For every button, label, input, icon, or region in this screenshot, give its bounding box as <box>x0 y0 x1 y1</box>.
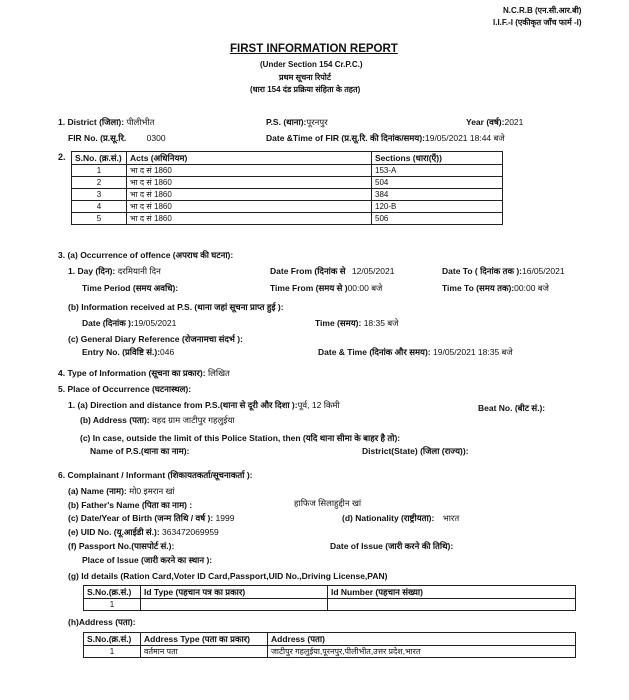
time-to-row: Time To (समय तक):00:00 बजे <box>442 283 549 293</box>
father-name-value: हाफिज सिलाहुद्दीन खां <box>294 498 362 508</box>
info-type-value: लिखित <box>207 368 230 378</box>
table-row: 2 भा द सं 1860 504 <box>72 177 503 189</box>
distance-row: 1. (a) Direction and distance from P.S.(थाना से दूरी और दिशा ):पूर्व, 12 किमी <box>68 400 340 410</box>
info-time-row: Time (समय): 18:35 बजे <box>315 318 399 328</box>
id-details-table <box>83 585 576 611</box>
place-address-value: वहद ग्राम जाटीपुर गहलुईया <box>152 415 235 425</box>
title-sub-hindi: प्रथम सूचना रिपोर्ट <box>279 73 331 82</box>
title-sub-section: (Under Section 154 Cr.P.C.) <box>260 60 363 69</box>
entry-row: Entry No. (प्रविष्टि सं.):046 <box>82 347 175 357</box>
page-title: FIRST INFORMATION REPORT <box>230 43 398 55</box>
address-table <box>83 632 576 658</box>
gd-datetime-value: 19/05/2021 18:35 बजे <box>433 347 513 357</box>
place-address-row: (b) Address (पता): वहद ग्राम जाटीपुर गहलुईया <box>80 415 235 425</box>
entry-value: 046 <box>160 347 175 357</box>
district-state-label: District(State) (जिला (राज्य)): <box>362 446 469 456</box>
info-received-heading: (b) Information received at P.S. (थाना जहां सूचना प्राप्त हुई ): <box>68 302 284 312</box>
fir-row: FIR No. (प्र.सू.रि. 0300 <box>68 133 166 143</box>
district-value: पीलीभीत <box>126 117 155 127</box>
acts-table <box>71 151 503 225</box>
info-type-row: 4. Type of Information (सूचना का प्रकार): लिखित <box>58 368 230 378</box>
time-period-label: Time Period (समय अवधि): <box>82 283 179 293</box>
nationality-row: (d) Nationality (राष्ट्रीयता): भारत <box>342 513 460 523</box>
year-value: 2021 <box>504 117 524 127</box>
gd-heading: (c) General Diary Reference (रोजनामचा संदर्भ ): <box>68 334 243 344</box>
passport-label: (f) Passport No.(पासपोर्ट सं.): <box>68 541 175 551</box>
outside-limit-label: (c) In case, outside the limit of this Police Station, then (यदि थाना सीमा के बाहर है तो): <box>80 433 401 443</box>
fir-value: 0300 <box>146 133 166 143</box>
table-row: 3 भा द सं 1860 384 <box>72 189 503 201</box>
acts-table-header: S.No. (क्र.सं.) Acts (अधिनियम) Sections (धारा(एँ)) <box>72 152 503 165</box>
complainant-name-value: मो0 इमरान खां <box>129 486 175 496</box>
occurrence-heading: 3. (a) Occurrence of offence (अपराध की घटना): <box>58 250 234 260</box>
day-row: 1. Day (दिन): दरमियानी दिन <box>68 266 161 276</box>
time-from-value: 00:00 बजे <box>347 283 383 293</box>
time-from-row: Time From (समय से )00:00 बजे <box>270 283 383 293</box>
day-value: दरमियानी दिन <box>117 266 161 276</box>
issue-date-label: Date of Issue (जारी करने की तिथि): <box>330 541 454 551</box>
dob-row: (c) Date/Year of Birth (जन्म तिथि / वर्ष ): 1999 <box>68 513 235 523</box>
ps-value: पूरनपुर <box>306 117 328 127</box>
father-name-label: (b) Father's Name (पिता का नाम) : <box>68 500 193 510</box>
place-of-issue-label: Place of Issue (जारी करने का स्थान ): <box>82 555 213 565</box>
id-table-header: S.No.(क्र.सं.) Id Type (पहचान पत्र का प्रकार) Id Number (पहचान संख्या) <box>84 586 576 599</box>
uid-value: 363472069959 <box>162 527 219 537</box>
uid-row: (e) UID No. (यू.आईडी सं.): 363472069959 <box>68 527 219 537</box>
nationality-value: भारत <box>442 513 460 523</box>
info-date-row: Date (दिनांक ):19/05/2021 <box>82 318 177 328</box>
ncrb-header: N.C.R.B (एन.सी.आर.बी) <box>503 6 582 15</box>
date-to-row: Date To ( दिनांक तक ):16/05/2021 <box>442 266 565 276</box>
date-from-value: 12/05/2021 <box>351 266 395 276</box>
beat-no-label: Beat No. (बीट सं.): <box>478 403 546 413</box>
ps-name-label: Name of P.S.(थाना का नाम): <box>90 446 190 456</box>
table-row: 4 भा द सं 1860 120-B <box>72 201 503 213</box>
distance-value: पूर्व, 12 किमी <box>297 400 340 410</box>
district-row: 1. District (जिला): पीलीभीत <box>58 117 155 127</box>
iif-header: I.I.F.-I (एकीकृत जाँच फार्म -I) <box>493 18 582 27</box>
address-table-header: S.No.(क्र.सं.) Address Type (पता का प्रकार) Address (पता) <box>84 633 576 646</box>
complainant-address-label: (h)Address (पता): <box>68 617 136 627</box>
title-sub-hindi-section: (धारा 154 दंड प्रक्रिया संहिता के तहत) <box>250 85 361 94</box>
id-details-label: (g) Id details (Ration Card,Voter ID Card,Passport,UID No.,Driving License,PAN) <box>68 571 388 581</box>
table-row: 1 <box>84 599 576 611</box>
fir-datetime-row: Date &Time of FIR (प्र.सू.रि. की दिनांक/समय):19/05/2021 18:44 बजे <box>266 133 505 143</box>
table-row: 5 भा द सं 1860 506 <box>72 213 503 225</box>
info-time-value: 18:35 बजे <box>363 318 399 328</box>
info-date-value: 19/05/2021 <box>133 318 177 328</box>
table-row: 1 भा द सं 1860 153-A <box>72 165 503 177</box>
table-row: 1 वर्तमान पता जाटीपुर गहलुईया,पूरनपुर,पीलीभीत,उत्तर प्रदेश,भारत <box>84 646 576 658</box>
dob-value: 1999 <box>215 513 235 523</box>
place-heading: 5. Place of Occurrence (घटनास्थल): <box>58 384 192 394</box>
acts-section-number: 2. <box>58 152 66 162</box>
date-to-value: 16/05/2021 <box>522 266 565 276</box>
gd-datetime-row: Date & Time (दिनांक और समय): 19/05/2021 18:35 बजे <box>318 347 513 357</box>
complainant-heading: 6. Complainant / Informant (शिकायतकर्ता/सूचनाकर्ता ): <box>58 470 253 480</box>
date-from-row: Date From (दिनांक से 12/05/2021 <box>270 266 395 276</box>
year-row: Year (वर्ष):2021 <box>466 117 524 127</box>
fir-datetime-value: 19/05/2021 18:44 बजे <box>424 133 505 143</box>
time-to-value: 00:00 बजे <box>514 283 549 293</box>
ps-row: P.S. (थाना):पूरनपुर <box>266 117 328 127</box>
complainant-name-row: (a) Name (नाम): मो0 इमरान खां <box>68 486 175 496</box>
